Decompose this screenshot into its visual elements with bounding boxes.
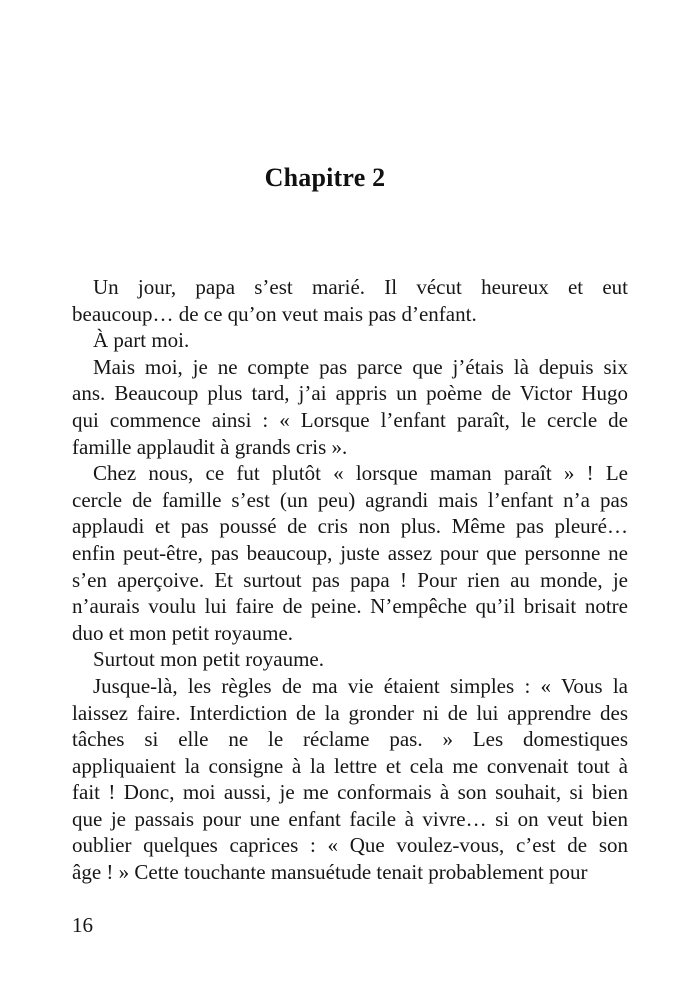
paragraph: [72, 460, 628, 646]
text-line: fait ! Donc, moi aussi, je me conformais à son souhait, si bien: [72, 780, 628, 805]
text-line: tâches si elle ne le réclame pas. » Les domestiques: [72, 727, 628, 752]
text-line: famille applaudit à grands cris ».: [72, 434, 348, 459]
text-line: appliquaient la consigne à la lettre et cela me convenait tout à: [72, 753, 628, 778]
body-text: [72, 274, 628, 886]
page-number: 16: [72, 913, 93, 937]
text-line: Chez nous, ce fut plutôt « lorsque maman paraît » ! Le: [93, 461, 628, 486]
paragraph: [72, 327, 628, 354]
text-line: Mais moi, je ne compte pas parce que j’étais là depuis six: [93, 354, 628, 379]
text-line: Surtout mon petit royaume.: [93, 647, 324, 672]
text-line: s’en aperçoive. Et surtout pas papa ! Pour rien au monde, je: [72, 567, 628, 592]
text-line: Un jour, papa s’est marié. Il vécut heureux et eut: [93, 275, 628, 299]
text-line: ans. Beaucoup plus tard, j’ai appris un poème de Victor Hugo: [72, 381, 628, 406]
text-line: duo et mon petit royaume.: [72, 620, 294, 645]
text-line: que je passais pour une enfant facile à vivre… si on veut bien: [72, 806, 628, 831]
text-line: âge ! » Cette touchante mansuétude tenait probablement pour: [72, 860, 588, 885]
text-line: oublier quelques caprices : « Que voulez-vous, c’est de son: [72, 833, 628, 858]
text-line: enfin peut-être, pas beaucoup, juste assez pour que personne ne: [72, 540, 628, 565]
text-line: Jusque-là, les règles de ma vie étaient simples : « Vous la: [93, 673, 628, 698]
paragraph: [72, 274, 628, 327]
text-line: beaucoup… de ce qu’on veut mais pas d’enfant.: [72, 301, 477, 326]
text-line: applaudi et pas poussé de cris non plus. Même pas pleuré…: [72, 514, 628, 539]
text-line: n’aurais voulu lui faire de peine. N’empêche qu’il brisait notre: [72, 594, 628, 619]
text-line: qui commence ainsi : « Lorsque l’enfant paraît, le cercle de: [72, 407, 628, 432]
text-line: laissez faire. Interdiction de la gronder ni de lui apprendre des: [72, 700, 628, 725]
text-line: À part moi.: [93, 328, 190, 353]
chapter-title: Chapitre 2: [264, 163, 386, 192]
paragraph: [72, 673, 628, 886]
paragraph: [72, 354, 628, 460]
text-line: cercle de famille s’est (un peu) agrandi mais l’enfant n’a pas: [72, 487, 628, 512]
paragraph: [72, 646, 628, 673]
